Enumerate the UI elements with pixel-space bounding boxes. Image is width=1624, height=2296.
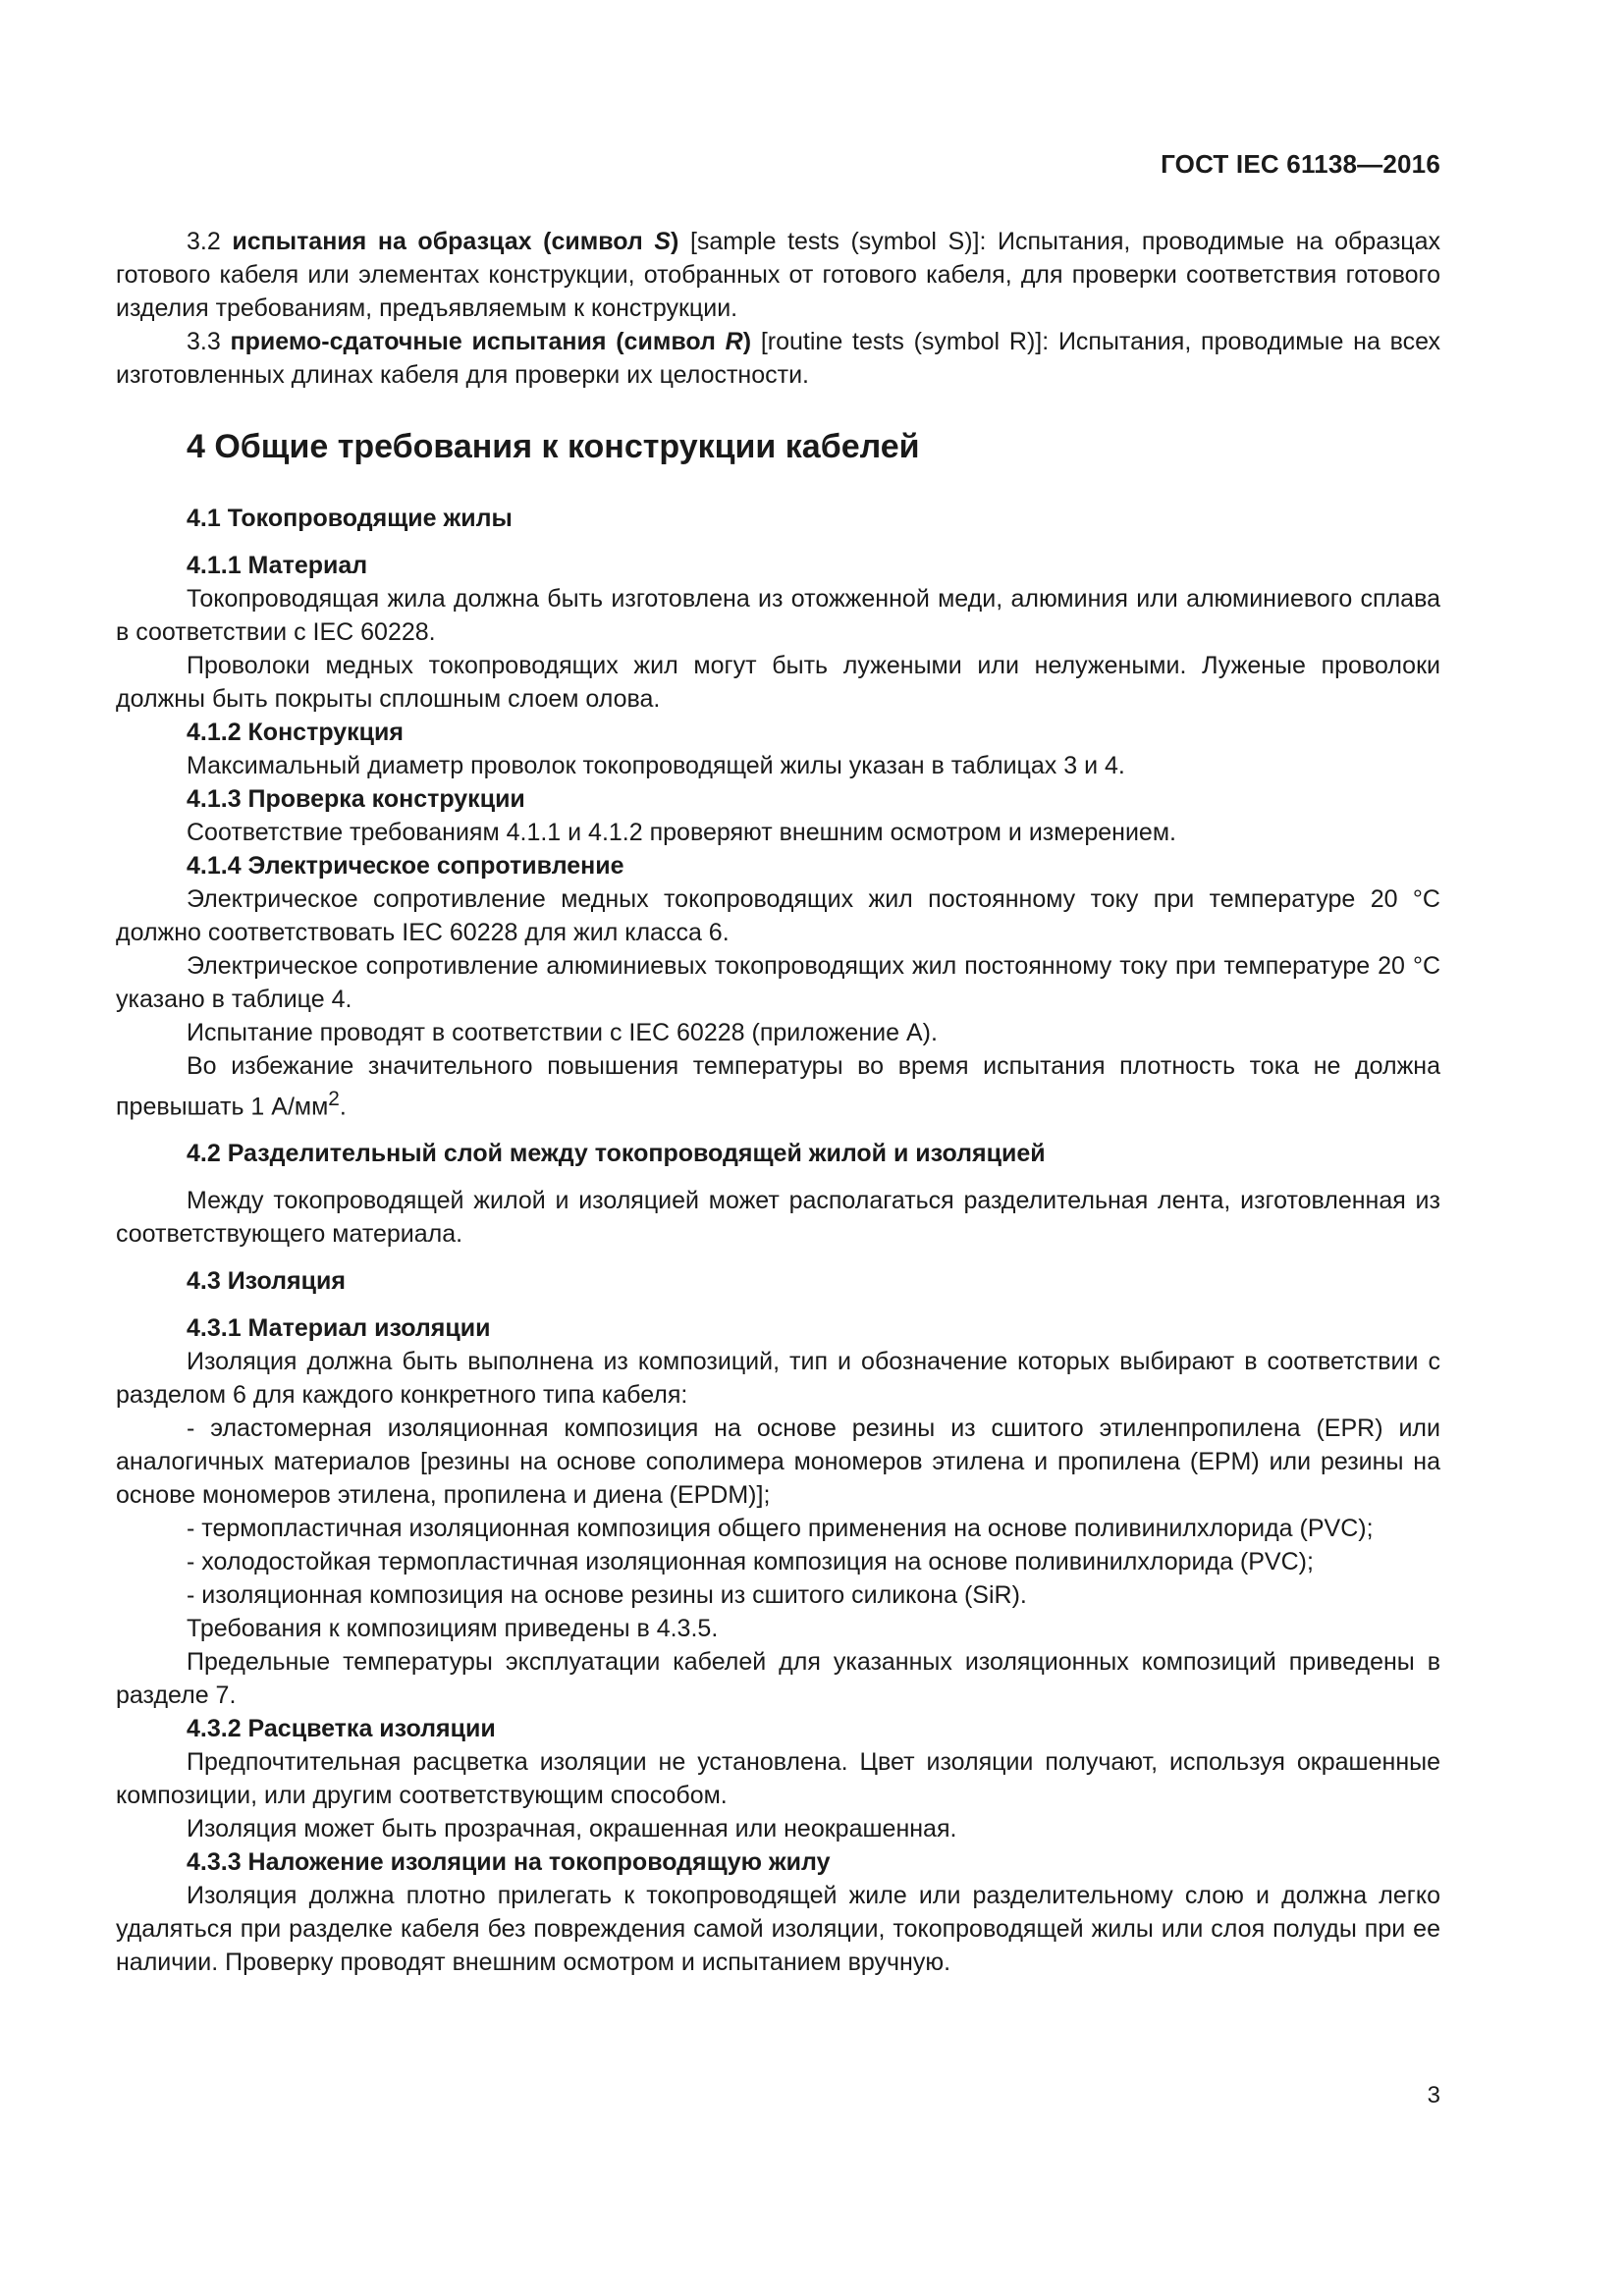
section-4-1-1-heading: 4.1.1 Материал — [187, 552, 368, 579]
definition-text: [routine tests (symbol R)]: Испытания, проводимые на всех изготовленных длинах кабеля для проверки их целостности. — [116, 328, 1440, 389]
definition-3-2 — [116, 225, 1440, 325]
paragraph: Токопроводящая жила должна быть изготовлена из отожженной меди, алюминия или алюминиевого сплава в соответствии с IEC 60228. — [116, 585, 1440, 646]
list-item: - эластомерная изоляционная композиция на основе резины из сшитого этиленпропилена (EPR) или аналогичных материалов [резины на основе сополимера мономеров этилена и пропилена (EPM) или резины на основе мономеров этилена, пропилена и диена (EPDM)]; — [116, 1415, 1440, 1510]
paragraph: Предельные температуры эксплуатации кабелей для указанных изоляционных композиций приведены в разделе 7. — [116, 1648, 1440, 1710]
section-4-2-heading: 4.2 Разделительный слой между токопроводящей жилой и изоляцией — [187, 1140, 1046, 1168]
superscript: 2 — [328, 1088, 340, 1110]
definition-term: испытания на образцах (символ S) — [232, 228, 679, 255]
definition-3-3 — [116, 325, 1440, 392]
section-4-heading: 4 Общие требования к конструкции кабелей — [187, 428, 920, 465]
section-4-1-4-heading: 4.1.4 Электрическое сопротивление — [187, 852, 624, 880]
paragraph: Между токопроводящей жилой и изоляцией может располагаться разделительная лента, изготовленная из соответствующего материала. — [116, 1187, 1440, 1249]
list-item: - изоляционная композиция на основе резины из сшитого силикона (SiR). — [187, 1581, 1027, 1610]
page-number: 3 — [1427, 2082, 1440, 2109]
definition-number: 3.3 — [187, 328, 231, 355]
paragraph: Изоляция должна быть выполнена из композиций, тип и обозначение которых выбирают в соответствии с разделом 6 для каждого конкретного типа кабеля: — [116, 1348, 1440, 1410]
section-4-1-heading: 4.1 Токопроводящие жилы — [187, 505, 513, 532]
paragraph: Максимальный диаметр проволок токопроводящей жилы указан в таблицах 3 и 4. — [187, 752, 1125, 779]
section-4-3-1-heading: 4.3.1 Материал изоляции — [187, 1314, 491, 1343]
section-4-3-2-heading: 4.3.2 Расцветка изоляции — [187, 1715, 496, 1743]
list-item: - термопластичная изоляционная композиция общего применения на основе поливинилхлорида (PVC); — [187, 1515, 1374, 1543]
definition-symbol: S — [654, 228, 672, 255]
paragraph: Изоляция может быть прозрачная, окрашенная или неокрашенная. — [187, 1815, 957, 1843]
definition-term: приемо-сдаточные испытания (символ R) — [230, 328, 752, 355]
paragraph: Требования к композициям приведены в 4.3.5. — [187, 1615, 719, 1643]
paragraph: Электрическое сопротивление алюминиевых токопроводящих жил постоянному току при температуре 20 °С указано в таблице 4. — [116, 952, 1440, 1013]
paragraph: Предпочтительная расцветка изоляции не установлена. Цвет изоляции получают, используя окрашенные композиции, или другим соответствующим способом. — [116, 1748, 1440, 1810]
definition-number: 3.2 — [187, 228, 233, 255]
paragraph: Во избежание значительного повышения температуры во время испытания плотность тока не должна превышать 1 $А/мм^2$. — [116, 1052, 1440, 1121]
paragraph: Проволоки медных токопроводящих жил могут быть лужеными или нелужеными. Луженые проволоки должны быть покрыты сплошным слоем олова. — [116, 652, 1440, 713]
section-4-1-3-heading: 4.1.3 Проверка конструкции — [187, 785, 525, 813]
list-item: - холодостойкая термопластичная изоляционная композиция на основе поливинилхлорида (PVC); — [187, 1548, 1314, 1576]
section-4-1-2-heading: 4.1.2 Конструкция — [187, 719, 405, 746]
section-4-3-3-heading: 4.3.3 Наложение изоляции на токопроводящую жилу — [187, 1848, 831, 1877]
paragraph: Испытание проводят в соответствии с IEC 60228 (приложение А). — [187, 1019, 938, 1046]
paragraph: Изоляция должна плотно прилегать к токопроводящей жиле или разделительному слою и должна легко удаляться при разделке кабеля без повреждения самой изоляции, токопроводящей жилы или слоя полуды при ее наличии. Проверку проводят внешним осмотром и испытанием вручную. — [116, 1882, 1440, 1977]
definition-text: [sample tests (symbol S)]: Испытания, проводимые на образцах готового кабеля или элементах конструкции, отобранных от готового кабеля, для проверки соответствия готового изделия требованиям, предъявляемым к конструкции. — [116, 228, 1441, 322]
section-4-3-heading: 4.3 Изоляция — [187, 1267, 346, 1296]
paragraph: Электрическое сопротивление медных токопроводящих жил постоянному току при температуре 20 °С должно соответствовать IEC 60228 для жил класса 6. — [116, 885, 1440, 946]
document-body — [116, 225, 1440, 1979]
definition-symbol: R — [725, 328, 743, 355]
document-header: ГОСТ IEC 61138—2016 — [1161, 149, 1440, 179]
paragraph: Соответствие требованиям 4.1.1 и 4.1.2 проверяют внешним осмотром и измерением. — [187, 819, 1176, 846]
